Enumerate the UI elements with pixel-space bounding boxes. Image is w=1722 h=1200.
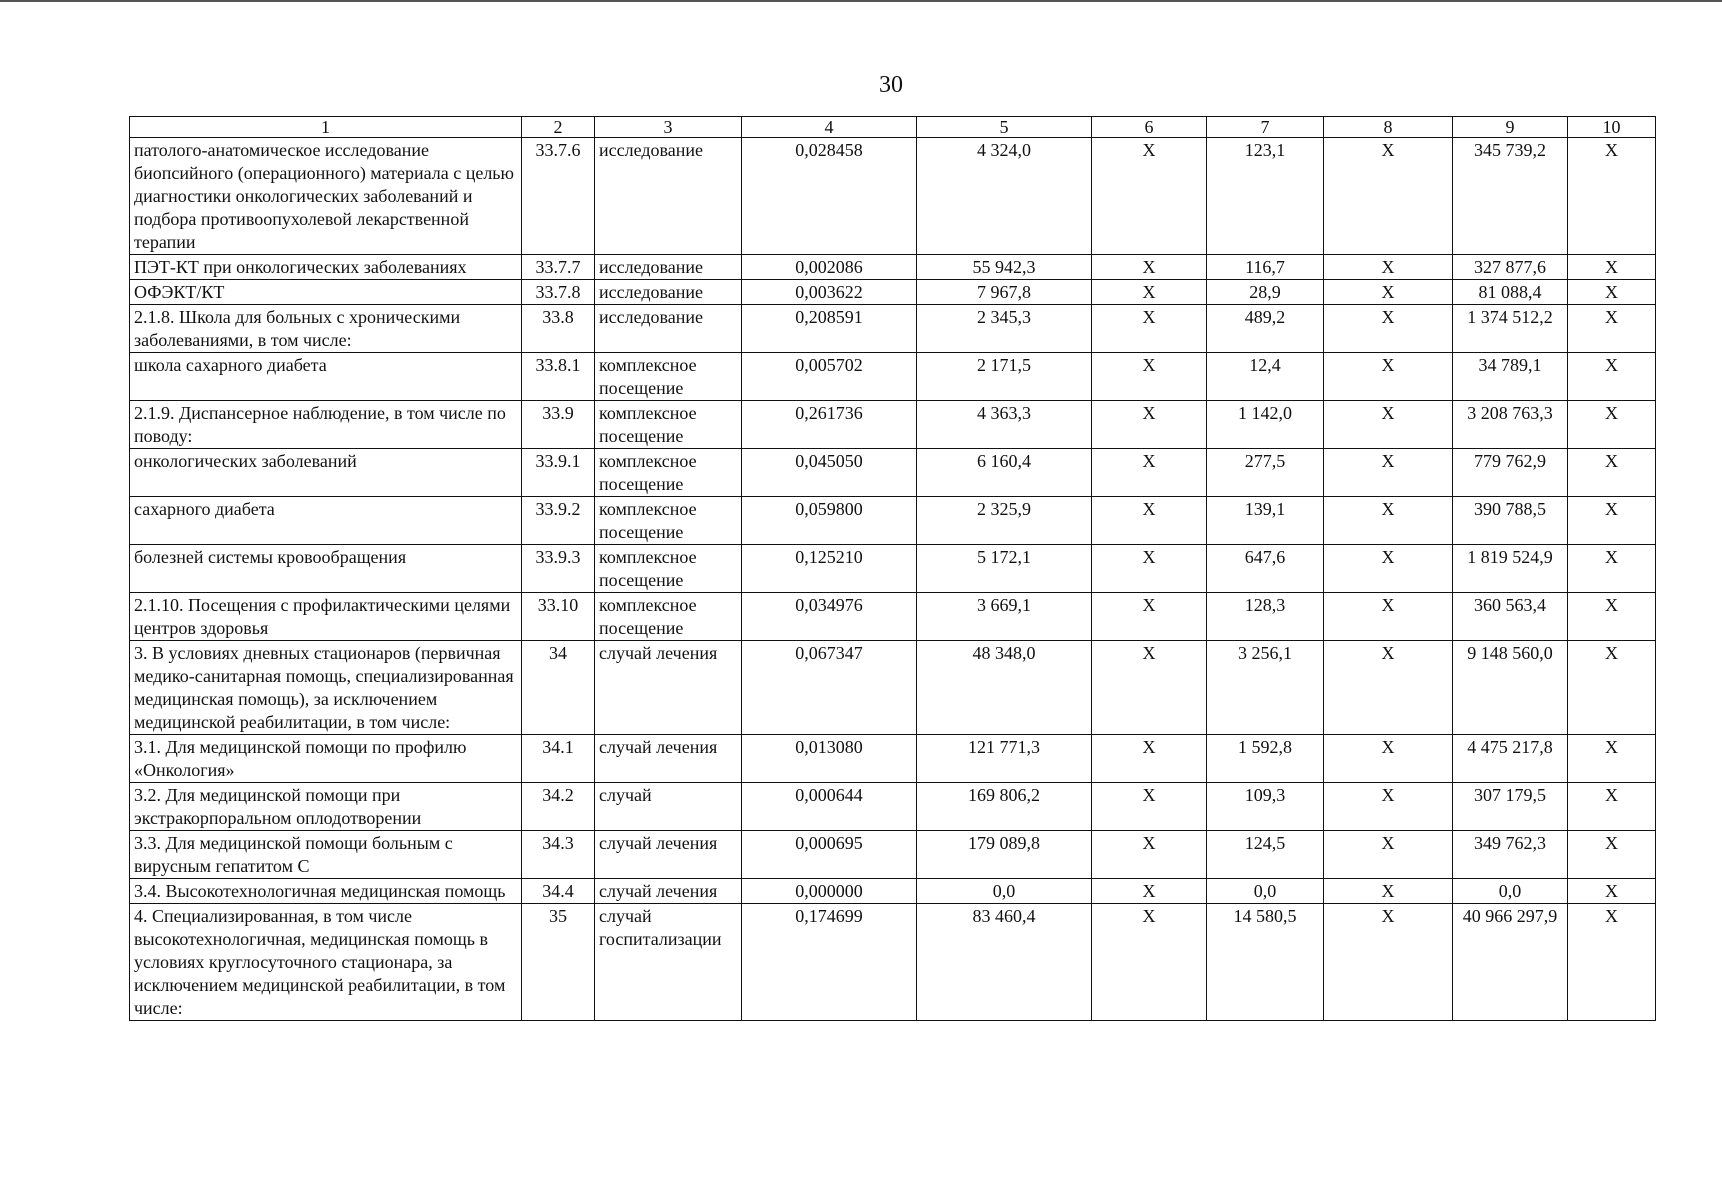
table-cell: исследование: [595, 305, 742, 353]
table-cell: 3.2. Для медицинской помощи при экстракорпоральном оплодотворении: [130, 783, 522, 831]
table-cell: Х: [1324, 138, 1453, 255]
table-cell: 0,0: [917, 879, 1092, 904]
table-cell: Х: [1324, 831, 1453, 879]
table-cell: 33.9.2: [522, 497, 595, 545]
table-cell: 390 788,5: [1453, 497, 1568, 545]
table-cell: 0,125210: [742, 545, 917, 593]
table-cell: Х: [1092, 641, 1207, 735]
table-cell: 109,3: [1207, 783, 1324, 831]
table-cell: 1 819 524,9: [1453, 545, 1568, 593]
table-cell: Х: [1092, 280, 1207, 305]
page-number: 30: [879, 72, 903, 98]
table-cell: 35: [522, 904, 595, 1021]
column-number-header: 10: [1568, 117, 1656, 138]
table-cell: исследование: [595, 138, 742, 255]
column-number-header: 1: [130, 117, 522, 138]
column-number-header: 2: [522, 117, 595, 138]
table-cell: комплексное посещение: [595, 401, 742, 449]
table-cell: случай лечения: [595, 641, 742, 735]
table-row: [130, 641, 1656, 735]
table-cell: Х: [1568, 401, 1656, 449]
table-cell: болезней системы кровообращения: [130, 545, 522, 593]
table-cell: Х: [1092, 904, 1207, 1021]
table-row: [130, 783, 1656, 831]
table-cell: 0,174699: [742, 904, 917, 1021]
table-cell: Х: [1568, 879, 1656, 904]
table-cell: Х: [1324, 449, 1453, 497]
table-cell: 12,4: [1207, 353, 1324, 401]
table-cell: Х: [1568, 641, 1656, 735]
table-cell: 1 142,0: [1207, 401, 1324, 449]
table-cell: 33.8: [522, 305, 595, 353]
table-cell: 116,7: [1207, 255, 1324, 280]
table-cell: 360 563,4: [1453, 593, 1568, 641]
table-cell: случай лечения: [595, 879, 742, 904]
table-cell: 3 208 763,3: [1453, 401, 1568, 449]
table-cell: 3 669,1: [917, 593, 1092, 641]
table-cell: Х: [1324, 305, 1453, 353]
table-cell: 0,003622: [742, 280, 917, 305]
table-row: [130, 280, 1656, 305]
table-cell: 0,000644: [742, 783, 917, 831]
table-cell: случай госпитализации: [595, 904, 742, 1021]
table-cell: 0,034976: [742, 593, 917, 641]
table-cell: 2 325,9: [917, 497, 1092, 545]
table-cell: 0,005702: [742, 353, 917, 401]
table-row: [130, 255, 1656, 280]
table-cell: комплексное посещение: [595, 545, 742, 593]
table-cell: 33.8.1: [522, 353, 595, 401]
table-row: [130, 497, 1656, 545]
table-cell: 34 789,1: [1453, 353, 1568, 401]
table-cell: Х: [1568, 255, 1656, 280]
table-cell: Х: [1568, 353, 1656, 401]
table-row: [130, 735, 1656, 783]
table-cell: Х: [1092, 449, 1207, 497]
table-cell: Х: [1324, 783, 1453, 831]
table-cell: 33.9.1: [522, 449, 595, 497]
table-row: [130, 138, 1656, 255]
table-cell: 5 172,1: [917, 545, 1092, 593]
table-cell: 4 475 217,8: [1453, 735, 1568, 783]
table-cell: случай лечения: [595, 735, 742, 783]
table-cell: 124,5: [1207, 831, 1324, 879]
table-cell: 0,000000: [742, 879, 917, 904]
table-cell: Х: [1324, 401, 1453, 449]
column-number-header: 6: [1092, 117, 1207, 138]
table-cell: ОФЭКТ/КТ: [130, 280, 522, 305]
table-cell: 33.9: [522, 401, 595, 449]
table-cell: 123,1: [1207, 138, 1324, 255]
table-cell: Х: [1324, 735, 1453, 783]
table-cell: 83 460,4: [917, 904, 1092, 1021]
table-cell: 0,261736: [742, 401, 917, 449]
table-cell: 2 345,3: [917, 305, 1092, 353]
table-header-row: [130, 117, 1656, 138]
table-cell: 48 348,0: [917, 641, 1092, 735]
table-row: [130, 593, 1656, 641]
table-cell: 0,067347: [742, 641, 917, 735]
table-cell: 33.10: [522, 593, 595, 641]
table-cell: 3.4. Высокотехнологичная медицинская помощь: [130, 879, 522, 904]
table-cell: Х: [1092, 353, 1207, 401]
table-cell: 345 739,2: [1453, 138, 1568, 255]
table-cell: Х: [1568, 545, 1656, 593]
table-cell: Х: [1092, 879, 1207, 904]
table-cell: 40 966 297,9: [1453, 904, 1568, 1021]
table-cell: Х: [1324, 353, 1453, 401]
table-cell: Х: [1092, 831, 1207, 879]
table-cell: 34.1: [522, 735, 595, 783]
table-cell: 7 967,8: [917, 280, 1092, 305]
table-cell: 4. Специализированная, в том числе высокотехнологичная, медицинская помощь в условиях круглосуточного стационара, за исключением медицинской реабилитации, в том числе:: [130, 904, 522, 1021]
table-cell: Х: [1092, 401, 1207, 449]
table-cell: Х: [1324, 280, 1453, 305]
table-cell: 2 171,5: [917, 353, 1092, 401]
table-cell: Х: [1324, 545, 1453, 593]
table-cell: Х: [1092, 735, 1207, 783]
table-cell: Х: [1568, 138, 1656, 255]
table-cell: 14 580,5: [1207, 904, 1324, 1021]
table-cell: 0,059800: [742, 497, 917, 545]
table-cell: Х: [1092, 545, 1207, 593]
table-row: [130, 904, 1656, 1021]
table-cell: 34: [522, 641, 595, 735]
column-number-header: 7: [1207, 117, 1324, 138]
table-cell: 34.4: [522, 879, 595, 904]
table-cell: Х: [1568, 831, 1656, 879]
data-table: [129, 116, 1656, 1021]
table-cell: 327 877,6: [1453, 255, 1568, 280]
table-row: [130, 401, 1656, 449]
table-cell: 0,208591: [742, 305, 917, 353]
table-cell: 0,0: [1207, 879, 1324, 904]
table-cell: случай лечения: [595, 831, 742, 879]
table-cell: 0,028458: [742, 138, 917, 255]
table-cell: 1 374 512,2: [1453, 305, 1568, 353]
table-cell: 33.7.7: [522, 255, 595, 280]
table-row: [130, 449, 1656, 497]
scan-top-edge: [0, 0, 1722, 2]
table-cell: Х: [1568, 305, 1656, 353]
table-cell: Х: [1092, 138, 1207, 255]
table-cell: школа сахарного диабета: [130, 353, 522, 401]
table-cell: сахарного диабета: [130, 497, 522, 545]
table-cell: 169 806,2: [917, 783, 1092, 831]
table-row: [130, 831, 1656, 879]
table-cell: Х: [1092, 305, 1207, 353]
table-cell: 9 148 560,0: [1453, 641, 1568, 735]
table-cell: 0,000695: [742, 831, 917, 879]
column-number-header: 8: [1324, 117, 1453, 138]
table-cell: 0,013080: [742, 735, 917, 783]
table-cell: 3 256,1: [1207, 641, 1324, 735]
table-cell: 55 942,3: [917, 255, 1092, 280]
table-cell: онкологических заболеваний: [130, 449, 522, 497]
table-cell: 0,045050: [742, 449, 917, 497]
table-cell: 4 363,3: [917, 401, 1092, 449]
table-cell: 489,2: [1207, 305, 1324, 353]
table-cell: исследование: [595, 280, 742, 305]
table-cell: ПЭТ-КТ при онкологических заболеваниях: [130, 255, 522, 280]
table-cell: 81 088,4: [1453, 280, 1568, 305]
table-cell: 33.9.3: [522, 545, 595, 593]
table-cell: 28,9: [1207, 280, 1324, 305]
table-cell: Х: [1324, 904, 1453, 1021]
table-cell: Х: [1568, 497, 1656, 545]
table-cell: 179 089,8: [917, 831, 1092, 879]
table-row: [130, 353, 1656, 401]
table-cell: 4 324,0: [917, 138, 1092, 255]
column-number-header: 4: [742, 117, 917, 138]
table-cell: Х: [1568, 735, 1656, 783]
table-row: [130, 879, 1656, 904]
table-cell: Х: [1324, 255, 1453, 280]
table-cell: Х: [1568, 280, 1656, 305]
table-cell: комплексное посещение: [595, 353, 742, 401]
table-cell: 277,5: [1207, 449, 1324, 497]
table-cell: 2.1.10. Посещения с профилактическими целями центров здоровья: [130, 593, 522, 641]
table-cell: Х: [1568, 904, 1656, 1021]
table-cell: 2.1.8. Школа для больных с хроническими заболеваниями, в том числе:: [130, 305, 522, 353]
table-cell: Х: [1568, 783, 1656, 831]
table-cell: 34.3: [522, 831, 595, 879]
table-cell: 121 771,3: [917, 735, 1092, 783]
table-cell: Х: [1092, 783, 1207, 831]
table-cell: Х: [1092, 255, 1207, 280]
table-cell: 33.7.8: [522, 280, 595, 305]
table-cell: 349 762,3: [1453, 831, 1568, 879]
table-cell: Х: [1092, 593, 1207, 641]
table-row: [130, 545, 1656, 593]
table-cell: Х: [1568, 593, 1656, 641]
table-cell: 3.1. Для медицинской помощи по профилю «Онкология»: [130, 735, 522, 783]
table-cell: 34.2: [522, 783, 595, 831]
table-cell: 2.1.9. Диспансерное наблюдение, в том числе по поводу:: [130, 401, 522, 449]
table-cell: комплексное посещение: [595, 497, 742, 545]
table-cell: 139,1: [1207, 497, 1324, 545]
table-cell: Х: [1092, 497, 1207, 545]
table-cell: 1 592,8: [1207, 735, 1324, 783]
table-cell: Х: [1324, 641, 1453, 735]
table-cell: 3. В условиях дневных стационаров (первичная медико-санитарная помощь, специализированная медицинская помощь), за исключением медицинской реабилитации, в том числе:: [130, 641, 522, 735]
table-cell: исследование: [595, 255, 742, 280]
table-cell: 3.3. Для медицинской помощи больным с вирусным гепатитом С: [130, 831, 522, 879]
table-cell: Х: [1324, 593, 1453, 641]
table-cell: 647,6: [1207, 545, 1324, 593]
table-cell: случай: [595, 783, 742, 831]
table-cell: 6 160,4: [917, 449, 1092, 497]
table-cell: 128,3: [1207, 593, 1324, 641]
table-cell: Х: [1324, 497, 1453, 545]
column-number-header: 5: [917, 117, 1092, 138]
table-cell: Х: [1568, 449, 1656, 497]
table-row: [130, 305, 1656, 353]
column-number-header: 9: [1453, 117, 1568, 138]
table-cell: комплексное посещение: [595, 449, 742, 497]
table-cell: 307 179,5: [1453, 783, 1568, 831]
table-cell: комплексное посещение: [595, 593, 742, 641]
table-cell: 779 762,9: [1453, 449, 1568, 497]
table-cell: 0,002086: [742, 255, 917, 280]
table-cell: патолого-анатомическое исследование биопсийного (операционного) материала с целью диагностики онкологических заболеваний и подбора противоопухолевой лекарственной терапии: [130, 138, 522, 255]
table-cell: 0,0: [1453, 879, 1568, 904]
column-number-header: 3: [595, 117, 742, 138]
table-cell: 33.7.6: [522, 138, 595, 255]
table-cell: Х: [1324, 879, 1453, 904]
